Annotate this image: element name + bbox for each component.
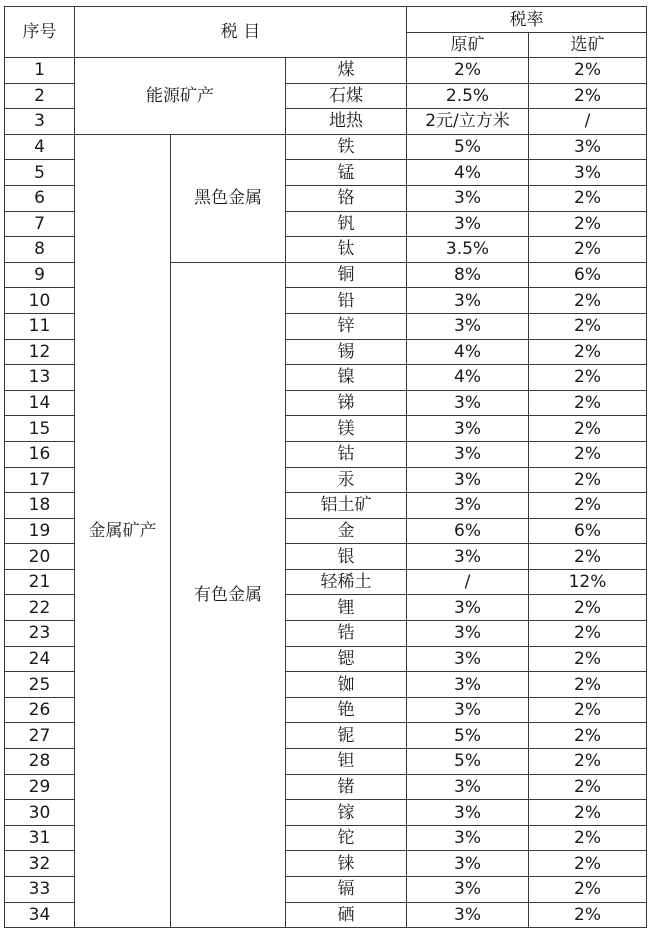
row-number: 33 (5, 877, 75, 903)
row-number: 20 (5, 544, 75, 570)
processed-ore-rate: 6% (529, 518, 647, 544)
row-number: 4 (5, 134, 75, 160)
row-number: 3 (5, 109, 75, 135)
raw-ore-rate: 2% (407, 58, 529, 84)
resource-tax-table (4, 6, 647, 928)
raw-ore-rate: 3% (407, 441, 529, 467)
processed-ore-rate: 2% (529, 493, 647, 519)
raw-ore-rate: 3% (407, 416, 529, 442)
raw-ore-rate: 3% (407, 493, 529, 519)
mineral-name: 锆 (286, 621, 407, 647)
mineral-name: 铼 (286, 851, 407, 877)
raw-ore-rate: 4% (407, 365, 529, 391)
raw-ore-rate: 3% (407, 800, 529, 826)
mineral-name: 铯 (286, 697, 407, 723)
mineral-name: 钒 (286, 211, 407, 237)
processed-ore-rate: 2% (529, 723, 647, 749)
row-number: 32 (5, 851, 75, 877)
table-row (5, 58, 647, 84)
subcategory-ferrous: 黑色金属 (171, 134, 286, 262)
row-number: 7 (5, 211, 75, 237)
mineral-name: 地热 (286, 109, 407, 135)
raw-ore-rate: 4% (407, 160, 529, 186)
raw-ore-rate: 5% (407, 749, 529, 775)
row-number: 34 (5, 902, 75, 928)
processed-ore-rate: 2% (529, 851, 647, 877)
row-number: 22 (5, 595, 75, 621)
row-number: 14 (5, 390, 75, 416)
processed-ore-rate: 2% (529, 467, 647, 493)
mineral-name: 镉 (286, 877, 407, 903)
mineral-name: 锡 (286, 339, 407, 365)
row-number: 13 (5, 365, 75, 391)
raw-ore-rate: 3% (407, 774, 529, 800)
raw-ore-rate: 5% (407, 723, 529, 749)
processed-ore-rate: 2% (529, 646, 647, 672)
row-number: 10 (5, 288, 75, 314)
mineral-name: 银 (286, 544, 407, 570)
processed-ore-rate: 2% (529, 416, 647, 442)
raw-ore-rate: 3% (407, 902, 529, 928)
mineral-name: 铜 (286, 262, 407, 288)
row-number: 17 (5, 467, 75, 493)
processed-ore-rate: 2% (529, 800, 647, 826)
processed-ore-rate: 6% (529, 262, 647, 288)
row-number: 31 (5, 825, 75, 851)
processed-ore-rate: 2% (529, 313, 647, 339)
row-number: 25 (5, 672, 75, 698)
row-number: 23 (5, 621, 75, 647)
mineral-name: 锗 (286, 774, 407, 800)
header-item (75, 7, 407, 58)
mineral-name: 钛 (286, 237, 407, 263)
header-processed-ore: 选矿 (529, 33, 647, 58)
row-number: 2 (5, 83, 75, 109)
mineral-name: 铊 (286, 825, 407, 851)
processed-ore-rate: 2% (529, 339, 647, 365)
row-number: 1 (5, 58, 75, 84)
mineral-name: 镍 (286, 365, 407, 391)
mineral-name: 铝土矿 (286, 493, 407, 519)
mineral-name: 镓 (286, 800, 407, 826)
raw-ore-rate: 3% (407, 697, 529, 723)
tax-table-container (4, 6, 646, 928)
raw-ore-rate: 2元/立方米 (407, 109, 529, 135)
header-item-text: 税 目 (220, 22, 261, 42)
mineral-name: 锑 (286, 390, 407, 416)
row-number: 27 (5, 723, 75, 749)
raw-ore-rate: 3% (407, 288, 529, 314)
mineral-name: 铷 (286, 672, 407, 698)
processed-ore-rate: 2% (529, 749, 647, 775)
row-number: 30 (5, 800, 75, 826)
processed-ore-rate: 2% (529, 672, 647, 698)
subcategory-nonferrous: 有色金属 (171, 262, 286, 927)
row-number: 15 (5, 416, 75, 442)
processed-ore-rate: 2% (529, 595, 647, 621)
row-number: 8 (5, 237, 75, 263)
raw-ore-rate: 3% (407, 825, 529, 851)
processed-ore-rate: 2% (529, 825, 647, 851)
processed-ore-rate: 2% (529, 877, 647, 903)
raw-ore-rate: 6% (407, 518, 529, 544)
raw-ore-rate: 3% (407, 672, 529, 698)
row-number: 24 (5, 646, 75, 672)
row-number: 5 (5, 160, 75, 186)
mineral-name: 镁 (286, 416, 407, 442)
mineral-name: 硒 (286, 902, 407, 928)
raw-ore-rate: 3.5% (407, 237, 529, 263)
raw-ore-rate: 3% (407, 851, 529, 877)
header-raw-ore: 原矿 (407, 33, 529, 58)
processed-ore-rate: 2% (529, 83, 647, 109)
header-rate: 税率 (407, 7, 647, 33)
raw-ore-rate: 3% (407, 595, 529, 621)
processed-ore-rate: 2% (529, 697, 647, 723)
row-number: 21 (5, 569, 75, 595)
mineral-name: 锶 (286, 646, 407, 672)
processed-ore-rate: 2% (529, 621, 647, 647)
raw-ore-rate: 3% (407, 467, 529, 493)
mineral-name: 锌 (286, 313, 407, 339)
processed-ore-rate: 3% (529, 160, 647, 186)
raw-ore-rate: 3% (407, 877, 529, 903)
raw-ore-rate: 3% (407, 621, 529, 647)
processed-ore-rate: 2% (529, 288, 647, 314)
row-number: 16 (5, 441, 75, 467)
processed-ore-rate: 2% (529, 237, 647, 263)
processed-ore-rate: 2% (529, 544, 647, 570)
processed-ore-rate: 2% (529, 390, 647, 416)
category-metal: 金属矿产 (75, 134, 171, 927)
row-number: 11 (5, 313, 75, 339)
raw-ore-rate: 3% (407, 211, 529, 237)
raw-ore-rate: 3% (407, 646, 529, 672)
raw-ore-rate: 3% (407, 390, 529, 416)
raw-ore-rate: 5% (407, 134, 529, 160)
processed-ore-rate: 2% (529, 365, 647, 391)
mineral-name: 汞 (286, 467, 407, 493)
processed-ore-rate: / (529, 109, 647, 135)
mineral-name: 钽 (286, 749, 407, 775)
header-seq: 序号 (5, 7, 75, 58)
processed-ore-rate: 2% (529, 441, 647, 467)
raw-ore-rate: 2.5% (407, 83, 529, 109)
row-number: 6 (5, 185, 75, 211)
processed-ore-rate: 12% (529, 569, 647, 595)
mineral-name: 锂 (286, 595, 407, 621)
header-row (5, 7, 647, 33)
raw-ore-rate: 8% (407, 262, 529, 288)
raw-ore-rate: 3% (407, 313, 529, 339)
processed-ore-rate: 2% (529, 185, 647, 211)
mineral-name: 轻稀土 (286, 569, 407, 595)
raw-ore-rate: 3% (407, 185, 529, 211)
mineral-name: 煤 (286, 58, 407, 84)
mineral-name: 铅 (286, 288, 407, 314)
row-number: 28 (5, 749, 75, 775)
processed-ore-rate: 2% (529, 902, 647, 928)
row-number: 19 (5, 518, 75, 544)
mineral-name: 铌 (286, 723, 407, 749)
raw-ore-rate: 4% (407, 339, 529, 365)
processed-ore-rate: 2% (529, 774, 647, 800)
category-energy: 能源矿产 (75, 58, 286, 135)
mineral-name: 石煤 (286, 83, 407, 109)
row-number: 29 (5, 774, 75, 800)
row-number: 18 (5, 493, 75, 519)
raw-ore-rate: 3% (407, 544, 529, 570)
mineral-name: 锰 (286, 160, 407, 186)
table-row (5, 134, 647, 160)
mineral-name: 铬 (286, 185, 407, 211)
mineral-name: 铁 (286, 134, 407, 160)
processed-ore-rate: 2% (529, 58, 647, 84)
row-number: 9 (5, 262, 75, 288)
mineral-name: 金 (286, 518, 407, 544)
processed-ore-rate: 3% (529, 134, 647, 160)
row-number: 12 (5, 339, 75, 365)
mineral-name: 钴 (286, 441, 407, 467)
raw-ore-rate: / (407, 569, 529, 595)
processed-ore-rate: 2% (529, 211, 647, 237)
row-number: 26 (5, 697, 75, 723)
table-body (5, 7, 647, 928)
